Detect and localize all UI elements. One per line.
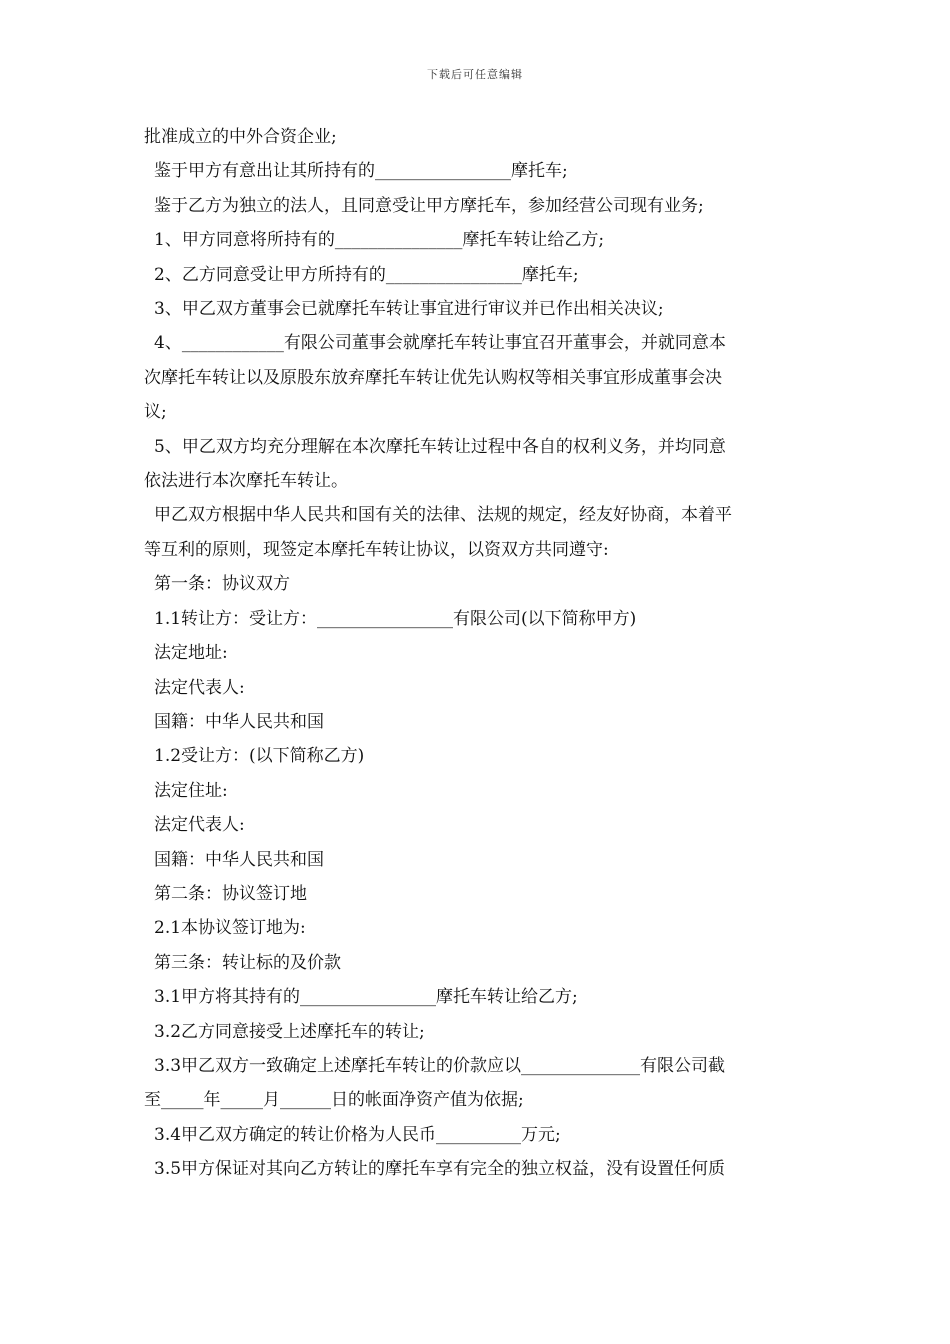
text-line: 3.3甲乙双方一致确定上述摩托车转让的价款应以______________有限公司截 [154,1055,726,1076]
text-line: 3.5甲方保证对其向乙方转让的摩托车享有完全的独立权益，没有设置任何质 [154,1159,726,1180]
text-line: 第三条：转让标的及价款 [154,952,341,973]
page-header: 下载后可任意编辑 [427,68,523,81]
text-line: 法定住址: [154,780,228,801]
text-line: 次摩托车转让以及原股东放弃摩托车转让优先认购权等相关事宜形成董事会决 [144,367,722,388]
text-line: 法定代表人: [154,815,245,836]
text-line: 3、甲乙双方董事会已就摩托车转让事宜进行审议并已作出相关决议; [154,299,664,320]
text-line: 5、甲乙双方均充分理解在本次摩托车转让过程中各自的权利义务，并均同意 [154,436,726,457]
text-line: 国籍：中华人民共和国 [154,849,324,870]
text-line: 鉴于甲方有意出让其所持有的________________摩托车; [154,161,568,182]
text-line: 国籍：中华人民共和国 [154,711,324,732]
text-line: 至_____年_____月______日的帐面净资产值为依据; [144,1090,524,1111]
text-line: 议; [144,402,167,423]
text-line: 法定代表人: [154,677,245,698]
text-line: 3.1甲方将其持有的________________摩托车转让给乙方; [154,987,578,1008]
text-line: 第二条：协议签订地 [154,883,307,904]
text-line: 等互利的原则，现签定本摩托车转让协议，以资双方共同遵守: [144,539,609,560]
text-line: 第一条：协议双方 [154,574,290,595]
text-line: 3.4甲乙双方确定的转让价格为人民币__________万元; [154,1124,561,1145]
text-line: 依法进行本次摩托车转让。 [144,471,348,492]
document-body [144,120,814,1187]
text-line: 1.2受让方：(以下简称乙方) [154,746,365,767]
text-line: 2.1本协议签订地为: [154,918,306,939]
text-line: 甲乙双方根据中华人民共和国有关的法律、法规的规定，经友好协商，本着平 [154,505,732,526]
text-line: 鉴于乙方为独立的法人，且同意受让甲方摩托车，参加经营公司现有业务; [154,195,704,216]
text-line: 1.1转让方：受让方：________________有限公司(以下简称甲方) [154,608,637,629]
text-line: 4、____________有限公司董事会就摩托车转让事宜召开董事会，并就同意本 [154,333,726,354]
text-line: 2、乙方同意受让甲方所持有的________________摩托车; [154,264,579,285]
text-line: 3.2乙方同意接受上述摩托车的转让; [154,1021,425,1042]
text-line: 1、甲方同意将所持有的_______________摩托车转让给乙方; [154,230,605,251]
text-line: 批准成立的中外合资企业; [144,127,337,147]
text-line: 法定地址: [154,643,228,664]
